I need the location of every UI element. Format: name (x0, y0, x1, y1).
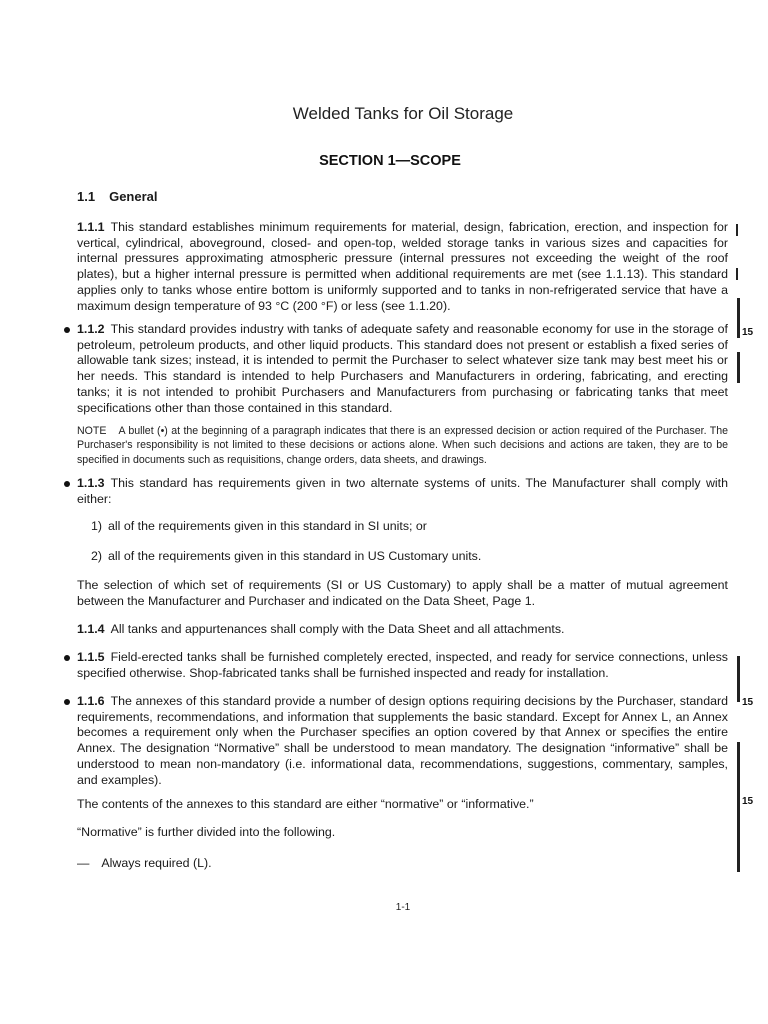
dash-item (77, 856, 212, 870)
paragraph-normative (77, 825, 728, 841)
paragraph-1-1-3 (77, 476, 728, 507)
list-item (91, 549, 481, 563)
paragraph-text: Field-erected tanks shall be furnished completely erected, inspected, and ready for service connections, unless specified otherwise. Shop-fabricated tanks shall be furnished inspected and ready for installation. (77, 650, 728, 680)
change-bar (737, 656, 740, 702)
list-item (91, 519, 427, 533)
revision-number: 15 (742, 796, 754, 807)
change-bar (737, 298, 740, 338)
dash-mark: — (77, 856, 90, 870)
paragraph-text: This standard has requirements given in two alternate systems of units. The Manufacturer shall comply with either: (77, 476, 728, 506)
list-number: 2) (91, 549, 103, 563)
document-title: Welded Tanks for Oil Storage (292, 104, 514, 123)
paragraph-number: 1.1.1 (77, 220, 105, 234)
list-text: all of the requirements given in this standard in SI units; or (108, 519, 427, 533)
paragraph-text: This standard provides industry with tanks of adequate safety and reasonable economy for use in the storage of petroleum, petroleum products, and other liquid products. This standard does not present or establish a fixed series of allowable tank sizes; instead, it is intended to permit the Purchaser to select whatever size tank may best meet his or her needs. This standard is intended to help Purchasers and Manufacturers in ordering, fabricating, and erecting tanks; it is not intended to prohibit Purchasers and Manufacturers from purchasing or fabricating tanks that meet specifications other than those contained in this standard. (77, 322, 728, 415)
paragraph-number: 1.1.5 (77, 650, 105, 664)
page-number: 1-1 (395, 902, 411, 913)
bullet-icon (64, 655, 70, 661)
paragraph-text: All tanks and appurtenances shall comply with the Data Sheet and all attachments. (110, 622, 565, 636)
note-label: NOTE (77, 425, 107, 437)
paragraph-text: “Normative” is further divided into the following. (77, 825, 336, 839)
section-heading (77, 189, 158, 204)
section-title: SECTION 1—SCOPE (319, 153, 461, 169)
paragraph-number: 1.1.4 (77, 622, 105, 636)
dash-text: Always required (L). (101, 856, 212, 870)
bullet-icon (64, 699, 70, 705)
bullet-icon (64, 327, 70, 333)
paragraph-selection (77, 578, 728, 609)
paragraph-1-1-1 (77, 220, 728, 314)
note-text: A bullet (•) at the beginning of a paragraph indicates that there is an expressed decision or action required of the Purchaser. The Purchaser's responsibility is not limited to these decisions or actions alone. When such decisions and actions are taken, they are to be specified in documents such as requisitions, change orders, data sheets, and drawings. (77, 425, 728, 466)
paragraph-text: This standard establishes minimum requirements for material, design, fabrication, erection, and inspection for vertical, cylindrical, aboveground, closed- and open-top, welded storage tanks in various sizes and capacities for internal pressures approximating atmospheric pressure (internal pressures not exceeding the weight of the roof plates), but a higher internal pressure is permitted when additional requirements are met (see 1.1.13). This standard applies only to tanks whose entire bottom is uniformly supported and to tanks in non-refrigerated service that have a maximum design temperature of 93 °C (200 °F) or less (see 1.1.20). (77, 220, 728, 313)
paragraph-text: The contents of the annexes to this standard are either “normative” or “informative.” (77, 797, 534, 811)
heading-text: General (109, 189, 158, 204)
heading-number: 1.1 (77, 189, 96, 204)
bullet-icon (64, 481, 70, 487)
change-bar (737, 352, 740, 383)
change-bar (736, 268, 738, 280)
revision-number: 15 (742, 327, 754, 338)
paragraph-1-1-5 (77, 650, 728, 681)
change-bar (737, 742, 740, 872)
paragraph-number: 1.1.2 (77, 322, 105, 336)
paragraph-annex-contents (77, 797, 728, 813)
paragraph-text: The selection of which set of requirements (SI or US Customary) to apply shall be a matter of mutual agreement between the Manufacturer and Purchaser and indicated on the Data Sheet, Page 1. (77, 578, 728, 608)
paragraph-1-1-6 (77, 694, 728, 788)
paragraph-1-1-2 (77, 322, 728, 416)
change-bar (736, 224, 738, 236)
paragraph-number: 1.1.3 (77, 476, 105, 490)
list-number: 1) (91, 519, 103, 533)
list-text: all of the requirements given in this standard in US Customary units. (108, 549, 482, 563)
note (77, 424, 728, 467)
revision-number: 15 (742, 697, 754, 708)
paragraph-text: The annexes of this standard provide a number of design options requiring decisions by the Purchaser, standard requirements, recommendations, and information that supplements the basic standard. Except for Annex L, an Annex becomes a requirement only when the Purchaser specifies an option covered by that Annex or specifies the entire Annex. The designation “Normative” shall be understood to mean mandatory. The designation “informative” shall be understood to mean non-mandatory (i.e. informational data, recommendations, suggestions, commentary, samples, and examples). (77, 694, 728, 787)
paragraph-number: 1.1.6 (77, 694, 105, 708)
paragraph-1-1-4 (77, 622, 728, 638)
